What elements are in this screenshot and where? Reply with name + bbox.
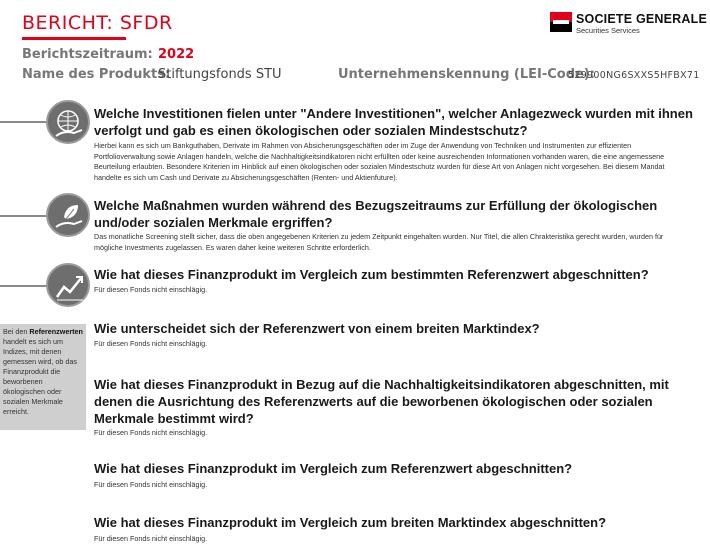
logo-subtitle: Securities Services — [576, 26, 640, 35]
section-7-title: Wie hat dieses Finanzprodukt im Vergleich zum breiten Marktindex abgeschnitten? — [94, 515, 607, 530]
globe-hand-icon — [46, 100, 90, 144]
chart-trend-icon — [46, 263, 90, 307]
section-5-title: Wie hat dieses Finanzprodukt in Bezug auf die Nachhaltigkeitsindikatoren abgeschnitten, mit denen die Ausrichtung des Referenzwerts auf die beworbenen ökologischen oder sozialen Merkmale bestimmt wird? — [94, 377, 669, 426]
product-value: Stiftungsfonds STU — [158, 67, 282, 82]
sidebar-note-highlight: Referenzwerten — [29, 327, 83, 336]
section-3-title: Wie hat dieses Finanzprodukt im Vergleich zum bestimmten Referenzwert abgeschnitten? — [94, 267, 649, 282]
section-4-title: Wie unterscheidet sich der Referenzwert von einem breiten Marktindex? — [94, 321, 540, 336]
section-6-body: Für diesen Fonds nicht einschlägig. — [94, 480, 208, 489]
section-1-title: Welche Investitionen fielen unter "Andere Investitionen", welcher Anlagezweck wurden mit ihnen verfolgt und gab es einen ökologischen oder sozialen Mindestschutz? — [94, 106, 693, 138]
section-rule — [0, 121, 50, 123]
section-7-body: Für diesen Fonds nicht einschlägig. — [94, 534, 208, 543]
lei-label: Unternehmenskennung (LEI-Code): — [338, 67, 595, 82]
lei-value: 529900NG6SXXS5HFBX71 — [568, 70, 700, 81]
section-3-body: Für diesen Fonds nicht einschlägig. — [94, 285, 208, 294]
section-1-body: Hierbei kann es sich um Bankguthaben, Derivate im Rahmen von Absicherungsgeschäften oder im Zuge der Anwendung von Techniken und Instrumenten zur effizienten Portfolioverwaltung sowie Anlagen handeln, welche die Nachhaltigkeitsindikatoren nicht erfüllten oder keine ausreichenden Informationen vorhanden waren, die eine angemessene Beurteilung erlaubten. Besondere Kriterien im Hinblick auf einen ökologischen oder sozialen Mindestschutz wurden für diese Art von Anlagen nicht vorgesehen. Bei diesem Mandat handelte es sich um Cash und Derivate zu Absicherungsgeschäften (Renten- und Aktienfuture). — [94, 141, 665, 182]
section-rule — [0, 215, 50, 217]
section-6-title: Wie hat dieses Finanzprodukt im Vergleich zum Referenzwert abgeschnitten? — [94, 461, 573, 476]
section-5-body: Für diesen Fonds nicht einschlägig. — [94, 428, 208, 437]
period-value: 2022 — [158, 47, 195, 62]
logo-name: SOCIETE GENERALE — [576, 12, 707, 26]
logo-mark-icon — [550, 12, 572, 32]
product-label: Name des Produkts: — [22, 67, 171, 82]
report-title: BERICHT: SFDR — [22, 12, 173, 34]
section-2-title: Welche Maßnahmen wurden während des Bezugszeitraums zur Erfüllung der ökologischen und/oder sozialen Merkmale ergriffen? — [94, 198, 658, 230]
leaf-hand-icon — [46, 193, 90, 237]
section-2-body: Das monatliche Screening stellt sicher, dass die oben angegebenen Kriterien zu jedem Zeitpunkt eingehalten wurden. Nur Titel, die allen Chrakteristika gerecht wurden, wurden für mögliche Investments zugelassen. Es waren daher keine weiteren Schritte erforderlich. — [94, 232, 664, 252]
sidebar-note-prefix: Bei den — [3, 327, 30, 336]
period-label: Berichtszeitraum: — [22, 47, 153, 62]
section-4-body: Für diesen Fonds nicht einschlägig. — [94, 339, 208, 348]
section-rule — [0, 285, 50, 287]
sidebar-note — [0, 324, 86, 430]
sidebar-note-text: handelt es sich um Indizes, mit denen gemessen wird, ob das Finanzprodukt die beworbenen ökologischen oder sozialen Merkmale erreicht. — [3, 337, 77, 416]
title-underline — [22, 37, 126, 40]
